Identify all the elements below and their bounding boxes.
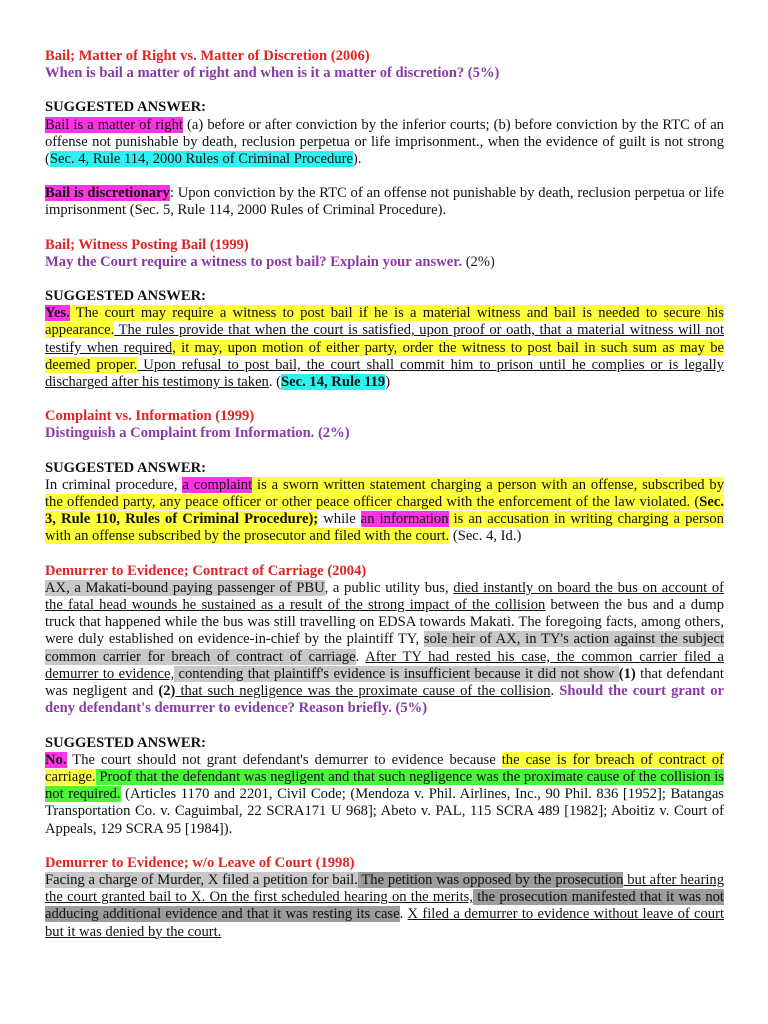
fact-text: , a public utility bus, bbox=[324, 579, 454, 596]
citation-bold: ); bbox=[308, 511, 319, 528]
gray-highlight: sole heir of AX, in TY's action against the subject common carrier for breach of contract of carriage bbox=[45, 631, 725, 665]
citation-highlight: Sec. 14, Rule 119 bbox=[281, 374, 386, 391]
section-demurrer-carriage bbox=[45, 563, 724, 838]
underlined-text: that such negligence was the proximate cause of the collision bbox=[175, 683, 551, 700]
underlined-text: died instantly on board the bus on account of the fatal head wounds he sustained as a result of the strong impact of the collision bbox=[45, 579, 724, 614]
question-line bbox=[45, 254, 724, 271]
citation-highlight: Sec. 4, Rule 114, 2000 Rules of Criminal Procedure bbox=[49, 151, 353, 168]
suggested-answer-label: SUGGESTED ANSWER: bbox=[45, 288, 206, 305]
answer-text: while bbox=[318, 511, 361, 528]
gray-highlight: Facing a charge of Murder, X filed a petition for bail. bbox=[45, 871, 358, 888]
fact-text: (2) bbox=[158, 683, 176, 700]
underlined-text: X filed a demurrer to evidence without leave of court but it was denied by the court. bbox=[45, 906, 724, 940]
section-title: Demurrer to Evidence; w/o Leave of Court (1998) bbox=[45, 854, 355, 871]
highlight-term: an information bbox=[360, 511, 449, 528]
answer-paragraph bbox=[45, 185, 724, 219]
question-text: May the Court require a witness to post bail? Explain your answer. bbox=[45, 253, 463, 270]
fact-text: (1) bbox=[618, 665, 636, 682]
fact-text: that defendant was negligent and bbox=[45, 665, 724, 700]
question-points: (2%) bbox=[462, 253, 495, 270]
yellow-highlight: The court may require a witness to post bail if he is a material witness and bail is needed to secure his appearance. bbox=[45, 305, 724, 339]
yellow-highlight: is a sworn written statement charging a person with an offense, subscribed by the offended party, any peace officer or other peace officer charged with the enforcement of the law violated. ( bbox=[45, 476, 725, 511]
answer-text: ). bbox=[352, 151, 362, 168]
highlight-term: Yes. bbox=[45, 305, 70, 322]
answer-paragraph bbox=[45, 117, 724, 169]
suggested-answer-label: SUGGESTED ANSWER: bbox=[45, 459, 206, 476]
yellow-highlight: is an accusation in writing charging a person with an offense subscribed by the prosecutor and filed with the court. bbox=[45, 511, 724, 545]
question-text: Should the court grant or deny defendant's demurrer to evidence? Reason briefly. (5%) bbox=[45, 683, 724, 717]
gray-highlight: AX, a Makati-bound paying passenger of PBU bbox=[45, 579, 325, 596]
citation-bold: Sec. 3, Rule 110, Rules of Criminal Procedure bbox=[45, 494, 724, 528]
fact-paragraph bbox=[45, 872, 724, 941]
fact-text: between the bus and a dump truck that happened while the bus was still travelling on EDSA towards Makati. The foregoing facts, among others, were duly established on evidence-in-chief by the plaintiff TY, bbox=[45, 597, 725, 648]
fact-text: . bbox=[399, 906, 408, 923]
answer-text: The court should not grant defendant's demurrer to evidence because bbox=[66, 751, 502, 768]
fact-text: . bbox=[355, 648, 366, 665]
suggested-answer-label: SUGGESTED ANSWER: bbox=[45, 99, 206, 116]
underlined-text: After TY had rested his case, the common carrier filed a demurrer to evidence, bbox=[45, 648, 724, 682]
answer-paragraph bbox=[45, 477, 724, 546]
highlight-term: No. bbox=[45, 751, 67, 768]
section-complaint-information bbox=[45, 408, 724, 545]
underlined-text: Upon refusal to post bail, the court shall commit him to prison until he complies or is legally discharged after his testimony is taken bbox=[45, 356, 724, 391]
section-demurrer-leave bbox=[45, 855, 724, 941]
answer-paragraph bbox=[45, 305, 724, 391]
underlined-text: On the first scheduled hearing on the merits, bbox=[205, 889, 473, 906]
gray-highlight: contending that plaintiff's evidence is insufficient because it did not show bbox=[174, 665, 619, 682]
green-highlight: Proof that the defendant was negligent and that such negligence was the proximate cause of the collision is not required. bbox=[45, 768, 724, 803]
section-title: Demurrer to Evidence; Contract of Carriage (2004) bbox=[45, 562, 367, 579]
fact-paragraph bbox=[45, 580, 724, 718]
answer-text: ) bbox=[385, 374, 391, 391]
answer-text: (Articles 1170 and 2201, Civil Code; (Mendoza v. Phil. Airlines, Inc., 90 Phil. 836 [1952]; Batangas Transportation Co. v. Caguimbal, 22 SCRA171 U 968]; Abeto v. PAL, 115 SCRA 489 [1982]; Aboitiz v. Court of Appeals, 129 SCRA 95 [1984]). bbox=[45, 786, 724, 837]
answer-text: : Upon conviction by the RTC of an offense not punishable by death, reclusion perpetua or life imprisonment (Sec. 5, Rule 114, 2000 Rules of Criminal Procedure). bbox=[45, 185, 725, 219]
highlight-term: Bail is discretionary bbox=[45, 185, 170, 202]
section-witness-bail bbox=[45, 237, 724, 392]
answer-paragraph bbox=[45, 752, 724, 838]
underlined-text: The rules provide that when the court is satisfied, upon proof or oath, that a material witness will not testify when required bbox=[45, 322, 724, 356]
underlined-text: but after hearing the court granted bail to X. bbox=[45, 871, 724, 906]
suggested-answer-label: SUGGESTED ANSWER: bbox=[45, 734, 206, 751]
section-title: Complaint vs. Information (1999) bbox=[45, 408, 255, 425]
answer-text: (a) before or after conviction by the inferior courts; (b) before conviction by the RTC of an offense not punishable by death, reclusion perpetua or life imprisonment., when the evidence of guilt is not strong ( bbox=[45, 116, 724, 168]
yellow-highlight: the case is for breach of contract of carriage. bbox=[45, 751, 724, 785]
highlight-term: a complaint bbox=[182, 476, 253, 493]
question-text: When is bail a matter of right and when is it a matter of discretion? (5%) bbox=[45, 65, 500, 82]
answer-text: In criminal procedure, bbox=[45, 476, 183, 493]
section-bail-right-discretion bbox=[45, 48, 724, 220]
answer-text: . ( bbox=[268, 374, 282, 391]
section-title: Bail; Witness Posting Bail (1999) bbox=[45, 236, 249, 253]
yellow-highlight: , it may, upon motion of either party, order the witness to post bail in such sum as may be deemed proper. bbox=[45, 339, 724, 373]
dark-gray-highlight: the prosecution manifested that it was not adducing additional evidence and that it was resting its case bbox=[45, 889, 724, 923]
highlight-term: Bail is a matter of right bbox=[45, 116, 183, 133]
fact-text: . bbox=[550, 683, 560, 700]
question-text: Distinguish a Complaint from Information. (2%) bbox=[45, 425, 350, 442]
section-title: Bail; Matter of Right vs. Matter of Discretion (2006) bbox=[45, 48, 370, 64]
dark-gray-highlight: The petition was opposed by the prosecution bbox=[357, 871, 624, 888]
answer-text: (Sec. 4, Id.) bbox=[449, 528, 522, 545]
